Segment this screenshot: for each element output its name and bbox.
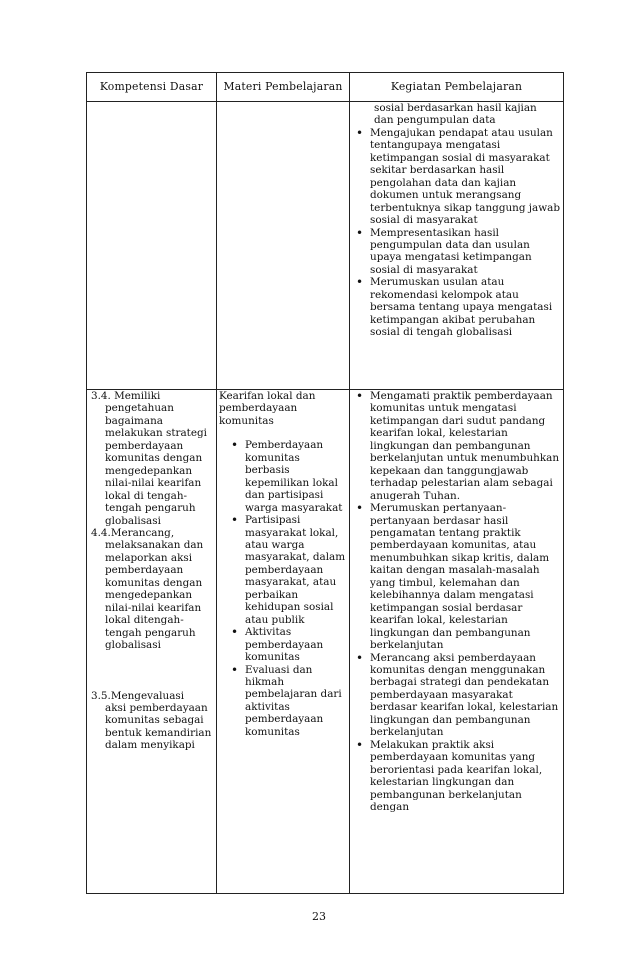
- kd-item: [89, 527, 214, 652]
- row2-kompetensi-cell: [87, 390, 217, 894]
- list-item: • Aktivitas pemberdayaan komunitas: [245, 626, 347, 663]
- list-item: • Merancang aksi pemberdayaan komunitas dengan menggunakan berbagai strategi dan pendekatan pemberdayaan masyarakat berdasar kearifan lokal, kelestarian lingkungan dan pembangunan berkelanjutan: [370, 652, 561, 739]
- kd-text: melaksanakan dan melaporkan aksi pemberdayaan komunitas dengan mengedepankan nilai-nilai kearifan lokal ditengah-tengah pengaruh globalisasi: [105, 539, 204, 652]
- list-item: • Merumuskan usulan atau rekomendasi kelompok atau bersama tentang upaya mengatasi ketimpangan akibat perubahan sosial di tengah globalisasi: [370, 276, 561, 338]
- kegiatan-list: [352, 127, 561, 339]
- continuation-line: dan pengumpulan data: [374, 114, 496, 127]
- header-kegiatan-pembelajaran: Kegiatan Pembelajaran: [350, 73, 564, 102]
- row1-kegiatan-cell: [350, 102, 564, 390]
- header-kompetensi-dasar: Kompetensi Dasar: [87, 73, 217, 102]
- kd-number: 3.5.Mengevaluasi: [91, 689, 185, 702]
- row2-kegiatan-cell: [350, 390, 564, 894]
- table-row: [87, 390, 564, 894]
- kegiatan-list: [352, 390, 561, 813]
- kd-number: 4.4.Merancang,: [91, 526, 175, 539]
- continuation-line: sosial berdasarkan hasil kajian: [374, 102, 537, 114]
- list-item: • Mengamati praktik pemberdayaan komunitas untuk mengatasi ketimpangan dari sudut pandang kearifan lokal, kelestarian lingkungan dan pembangunan berkelanjutan untuk menumbuhkan kepekaan dan tanggungjawab terhadap pelestarian alam sebagai anugerah Tuhan.: [370, 390, 561, 502]
- kd-number: 3.4. Memiliki: [91, 390, 161, 402]
- list-item: • Mengajukan pendapat atau usulan tentangupaya mengatasi ketimpangan sosial di masyarakat sekitar berdasarkan hasil pengolahan data dan kajian dokumen untuk merangsang terbentuknya sikap tanggung jawab sosial di masyarakat: [370, 127, 561, 227]
- materi-list: [219, 439, 347, 738]
- list-item: • Pemberdayaan komunitas berbasis kepemilikan lokal dan partisipasi warga masyarakat: [245, 439, 347, 514]
- table-row: [87, 102, 564, 390]
- row1-kompetensi-cell: [87, 102, 217, 390]
- kd-item: [89, 390, 214, 527]
- row2-materi-cell: [217, 390, 350, 894]
- materi-title: Kearifan lokal dan pemberdayaan komunitas: [219, 390, 316, 427]
- curriculum-table: [86, 72, 564, 894]
- kd-text: pengetahuan bagaimana melakukan strategi pemberdayaan komunitas dengan mengedepankan nilai-nilai kearifan lokal di tengah-tengah pengaruh globalisasi: [105, 402, 207, 527]
- list-item: • Evaluasi dan hikmah pembelajaran dari aktivitas pemberdayaan komunitas: [245, 664, 347, 739]
- list-item: • Partisipasi masyarakat lokal, atau warga masyarakat, dalam pemberdayaan masyarakat, atau perbaikan kehidupan sosial atau publik: [245, 514, 347, 626]
- header-materi-pembelajaran: Materi Pembelajaran: [217, 73, 350, 102]
- list-item: • Melakukan praktik aksi pemberdayaan komunitas yang berorientasi pada kearifan lokal, kelestarian lingkungan dan pembangunan berkelanjutan dengan: [370, 739, 561, 814]
- page-number: 23: [312, 910, 326, 923]
- kd-item: [89, 690, 214, 752]
- list-item: • Mempresentasikan hasil pengumpulan data dan usulan upaya mengatasi ketimpangan sosial di masyarakat: [370, 227, 561, 277]
- table-header-row: [87, 73, 564, 102]
- kd-text: aksi pemberdayaan komunitas sebagai bentuk kemandirian dalam menyikapi: [105, 701, 212, 752]
- row1-materi-cell: [217, 102, 350, 390]
- list-item: • Merumuskan pertanyaan-pertanyaan berdasar hasil pengamatan tentang praktik pemberdayaan komunitas, atau menumbuhkan sikap kritis, dalam kaitan dengan masalah-masalah yang timbul, kelemahan dan kelebihannya dalam mengatasi ketimpangan sosial berdasar kearifan lokal, kelestarian lingkungan dan pembangunan berkelanjutan: [370, 502, 561, 651]
